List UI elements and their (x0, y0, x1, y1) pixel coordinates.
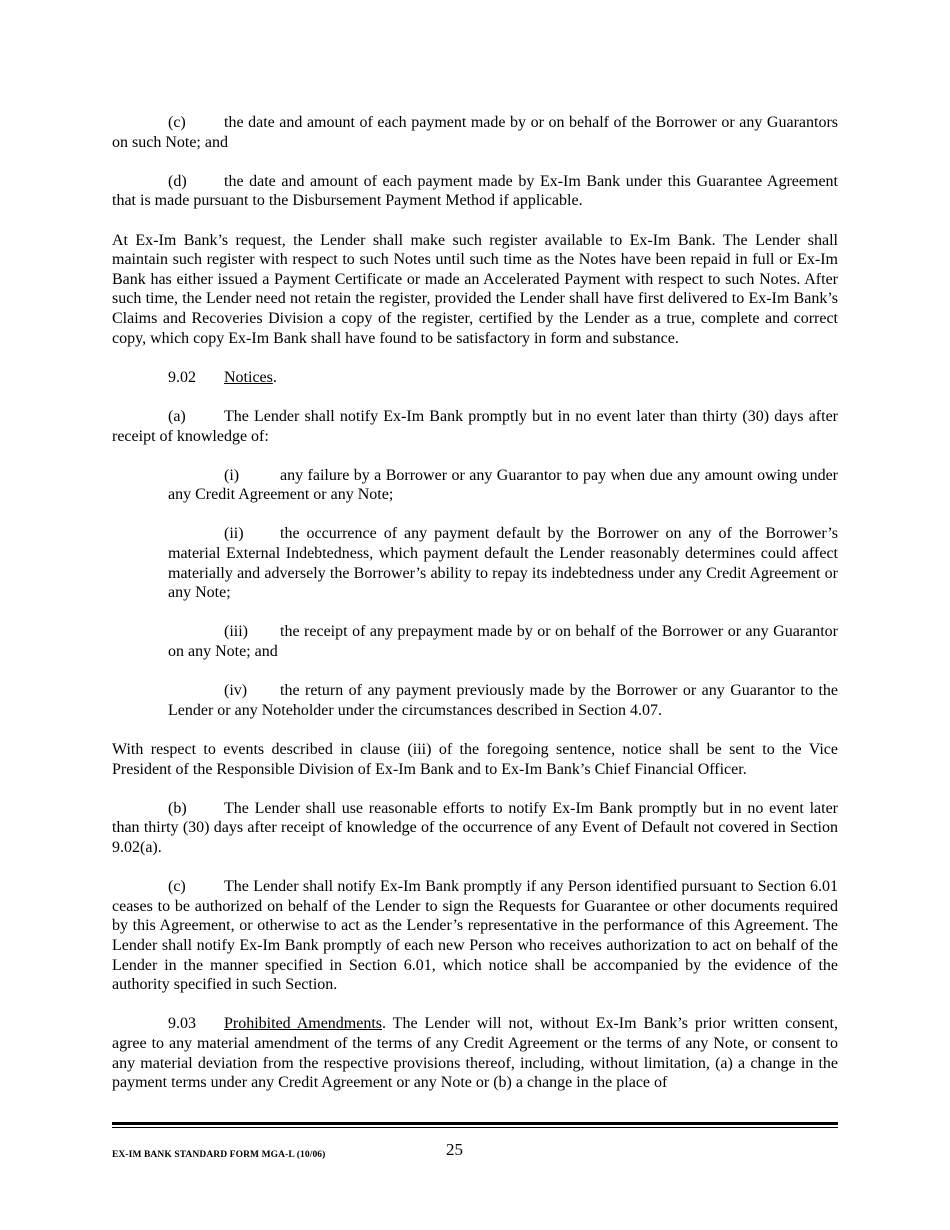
notice-item-label: (i) (224, 466, 240, 484)
notice-c-label: (c) (168, 878, 186, 896)
notice-item-i (168, 466, 838, 505)
clause-d-label: (d) (168, 172, 187, 190)
footer-form-name: EX-IM BANK STANDARD FORM MGA-L (10/06) (112, 1150, 326, 1160)
notice-b-label: (b) (168, 799, 187, 817)
notice-item-text: the return of any payment previously made by the Borrower or any Guarantor to the Lender or any Noteholder under the circumstances described in Section 4.07. (168, 682, 838, 719)
notice-item-ii (168, 524, 838, 602)
section-902-heading (112, 368, 838, 388)
notice-item-label: (iii) (224, 623, 248, 641)
notice-a-label: (a) (168, 407, 186, 425)
notice-c-text: The Lender shall notify Ex-Im Bank promptly if any Person identified pursuant to Section 6.01 ceases to be authorized on behalf of the Lender to sign the Requests for Guarantee or other documents required by this Agreement, or otherwise to act as the Lender’s representative in the performance of this Agreement. The Lender shall notify Ex-Im Bank promptly of each new Person who receives authorization to act on behalf of the Lender in the manner specified in Section 6.01, which notice shall be accompanied by the evidence of the authority specified in such Section. (112, 878, 838, 994)
footer-rule (112, 1122, 838, 1128)
notice-item-label: (iv) (224, 682, 248, 700)
register-paragraph: At Ex-Im Bank’s request, the Lender shall make such register available to Ex-Im Bank. The Lender shall maintain such register with respect to such Notes until such time as the Notes have been repaid in full or Ex-Im Bank has either issued a Payment Certificate or made an Accelerated Payment with respect to such Notes. After such time, the Lender need not retain the register, provided the Lender shall have first delivered to Ex-Im Bank’s Claims and Recoveries Division a copy of the register, certified by the Lender as a true, complete and correct copy, which copy Ex-Im Bank shall have found to be satisfactory in form and substance. (112, 231, 838, 347)
section-903-number: 9.03 (168, 1015, 196, 1033)
section-903-title: Prohibited Amendments (224, 1015, 383, 1033)
events-paragraph: With respect to events described in clause (iii) of the foregoing sentence, notice shall be sent to the Vice President of the Responsible Division of Ex-Im Bank and to Ex-Im Bank’s Chief Financial Officer. (112, 741, 838, 778)
clause-d-text: the date and amount of each payment made by Ex-Im Bank under this Guarantee Agreement that is made pursuant to the Disbursement Payment Method if applicable. (112, 172, 838, 210)
document-body (112, 113, 838, 1112)
clause-c-text: the date and amount of each payment made by or on behalf of the Borrower or any Guarantors on such Note; and (112, 114, 838, 151)
section-903-paragraph (112, 1014, 838, 1092)
page-number: 25 (446, 1140, 463, 1159)
notice-b-text: The Lender shall use reasonable efforts to notify Ex-Im Bank promptly but in no event later than thirty (30) days after receipt of knowledge of the occurrence of any Event of Default not covered in Section 9.02(a). (112, 799, 838, 856)
section-902-number: 9.02 (168, 368, 196, 386)
clause-d-paragraph (112, 172, 838, 211)
notice-c-paragraph (112, 877, 838, 995)
clause-c-label: (c) (168, 114, 186, 131)
clause-c-paragraph (112, 113, 838, 152)
notice-a-paragraph (112, 407, 838, 446)
section-902-title-punct: . (272, 368, 277, 386)
notice-b-paragraph (112, 799, 838, 858)
notice-item-text: any failure by a Borrower or any Guarantor to pay when due any amount owing under any Credit Agreement or any Note; (168, 466, 838, 504)
section-903-text: . The Lender will not, without Ex-Im Bank’s prior written consent, agree to any material amendment of the terms of any Credit Agreement or the terms of any Note, or consent to any material deviation from the respective provisions thereof, including, without limitation, (a) a change in the payment terms under any Credit Agreement or any Note or (b) a change in the place of (112, 1015, 838, 1092)
notice-item-text: the occurrence of any payment default by the Borrower on any of the Borrower’s material External Indebtedness, which payment default the Lender reasonably determines could affect materially and adversely the Borrower’s ability to repay its indebtedness under any Credit Agreement or any Note; (168, 525, 838, 602)
notice-item-iv (168, 681, 838, 720)
notice-item-iii (168, 622, 838, 661)
section-902-title: Notices (224, 368, 273, 386)
notice-item-label: (ii) (224, 525, 244, 543)
notice-item-text: the receipt of any prepayment made by or on behalf of the Borrower or any Guarantor on any Note; and (168, 623, 838, 661)
notice-a-text: The Lender shall notify Ex-Im Bank promptly but in no event later than thirty (30) days after receipt of knowledge of: (112, 407, 838, 445)
